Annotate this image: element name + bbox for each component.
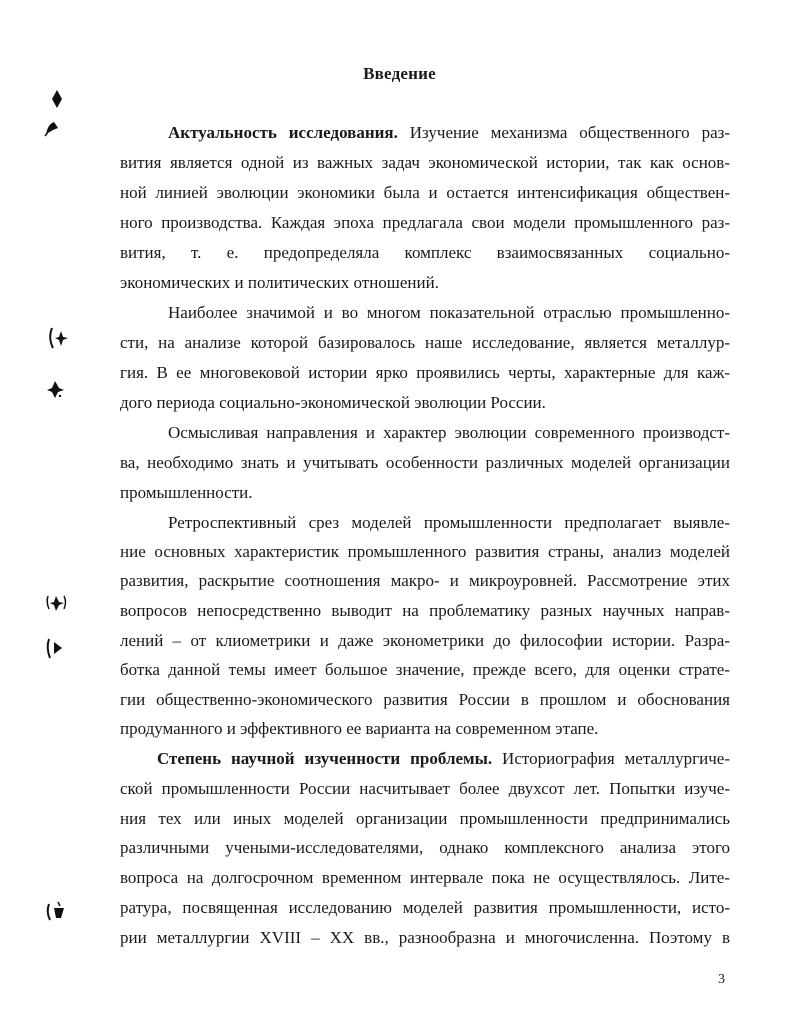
text-line: промышленности. [120, 483, 253, 502]
text-line: экономических и политических отношений. [120, 273, 439, 292]
text-line: сти, на анализе которой базировалось наше исследование, является металлур- [120, 333, 730, 352]
section-heading: Актуальность исследования. [168, 123, 398, 142]
text-line: ной линией эволюции экономики была и остается интенсификация обществен- [120, 183, 730, 202]
text-line: Степень научной изученности проблемы. Историография металлургиче- [157, 749, 730, 768]
margin-mark-icon [44, 636, 66, 660]
text-line: вопросов непосредственно выводит на проблематику разных научных направ- [120, 601, 730, 620]
text-line: рии металлургии XVIII – XX вв., разнообразна и многочисленна. Поэтому в [120, 928, 730, 947]
text-line: ской промышленности России насчитывает более двухсот лет. Попытки изуче- [120, 779, 730, 798]
text-line: продуманного и эффективного ее варианта на современном этапе. [120, 719, 599, 738]
section-heading: Степень научной изученности проблемы. [157, 749, 493, 768]
text-line: дого периода социально-экономической эволюции России. [120, 393, 546, 412]
margin-mark-icon [44, 378, 66, 400]
margin-mark-icon [44, 898, 70, 924]
text-line: вития, т. е. предопределяла комплекс взаимосвязанных социально- [120, 243, 730, 262]
margin-mark-icon [42, 116, 64, 138]
margin-mark-icon [48, 88, 66, 110]
text-line: гии общественно-экономического развития России в прошлом и обоснования [120, 690, 730, 709]
page-title: Введение [363, 64, 436, 83]
text-line: ботка данной темы имеет большое значение, прежде всего, для оценки страте- [120, 660, 730, 679]
text-line: ние основных характеристик промышленного развития страны, анализ моделей [120, 542, 730, 561]
text-line: вопроса на долгосрочном временном интервале пока не осуществлялось. Лите- [120, 868, 730, 887]
text-line: Осмысливая направления и характер эволюции современного производст- [168, 423, 730, 442]
text-line: вития является одной из важных задач экономической истории, так как основ- [120, 153, 730, 172]
margin-mark-icon [44, 592, 68, 614]
text-line: ния тех или иных моделей организации промышленности предпринимались [120, 809, 730, 828]
text-line: различными учеными-исследователями, однако комплексного анализа этого [120, 838, 730, 857]
text-line: Наиболее значимой и во многом показательной отраслью промышленно- [168, 303, 730, 322]
text-line: ного производства. Каждая эпоха предлагала свои модели промышленного раз- [120, 213, 730, 232]
text-line: Актуальность исследования. Изучение механизма общественного раз- [168, 123, 730, 142]
margin-mark-icon [46, 326, 70, 350]
text-line: ратура, посвященная исследованию моделей развития промышленности, исто- [120, 898, 730, 917]
text-line: Ретроспективный срез моделей промышленности предполагает выявле- [168, 513, 730, 532]
page-number: 3 [718, 972, 725, 987]
text-line: ва, необходимо знать и учитывать особенности различных моделей организации [120, 453, 730, 472]
text-line: гия. В ее многовековой истории ярко проявились черты, характерные для каж- [120, 363, 730, 382]
text-line: лений – от клиометрики и даже эконометрики до философии истории. Разра- [120, 631, 730, 650]
text-line: развития, раскрытие соотношения макро- и микроуровней. Рассмотрение этих [120, 571, 730, 590]
